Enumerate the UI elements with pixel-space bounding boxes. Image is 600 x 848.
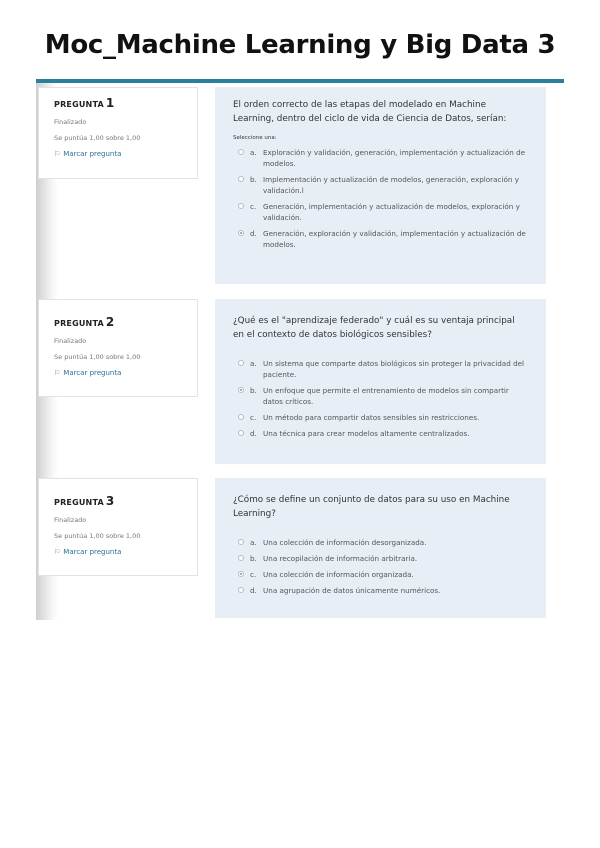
flag-icon: ⚐ [54,548,61,556]
question-number [54,494,197,508]
option-letter: b. [250,386,257,395]
option-letter: a. [250,359,257,368]
header-bar [36,79,564,83]
radio-button[interactable] [238,149,244,155]
option-letter: c. [250,570,257,579]
option-text: Exploración y validación, generación, implementación y actualización de modelos. [263,148,526,168]
option-letter: a. [250,538,257,547]
question-info [38,478,198,576]
select-one-prompt: Seleccione una: [233,135,277,141]
answer-option[interactable] [233,174,528,196]
radio-button[interactable] [238,360,244,366]
question-label: PREGUNTA [54,100,104,109]
flag-question-label[interactable]: Marcar pregunta [63,150,122,158]
flag-icon: ⚐ [54,369,61,377]
option-text: Un método para compartir datos sensibles sin restricciones. [263,413,480,422]
answer-options [233,358,528,439]
option-text: Generación, exploración y validación, implementación y actualización de modelos. [263,229,526,249]
option-text: Una técnica para crear modelos altamente centralizados. [263,429,470,438]
option-text: Una colección de información desorganizada. [263,538,427,547]
option-letter: b. [250,554,257,563]
flag-icon: ⚐ [54,150,61,158]
question-status: Finalizado [54,516,87,524]
option-text: Implementación y actualización de modelos, generación, exploración y validación.l [263,175,519,195]
answer-option[interactable] [233,428,528,439]
radio-button[interactable] [238,539,244,545]
question-content [215,299,546,464]
radio-button[interactable] [238,414,244,420]
question-text: ¿Qué es el "aprendizaje federado" y cuál es su ventaja principal en el contexto de datos biológicos sensibles? [233,316,515,340]
radio-button[interactable] [238,555,244,561]
option-text: Una recopilación de información arbitraria. [263,554,418,563]
radio-button[interactable] [238,176,244,182]
option-letter: d. [250,429,257,438]
question-number [54,315,197,329]
answer-options [233,147,528,250]
question-number-value: 3 [105,494,115,508]
question-status: Finalizado [54,118,87,126]
answer-option[interactable] [233,228,528,250]
answer-option[interactable] [233,569,528,580]
question-number [54,96,197,110]
question-number-value: 2 [105,315,115,329]
option-text: Una colección de información organizada. [263,570,414,579]
question-label: PREGUNTA [54,319,104,328]
radio-button-selected[interactable] [238,230,244,236]
question-number-value: 1 [105,96,115,110]
answer-option[interactable] [233,412,528,423]
option-letter: c. [250,202,257,211]
flag-question-label[interactable]: Marcar pregunta [63,548,122,556]
radio-button-selected[interactable] [238,571,244,577]
radio-button[interactable] [238,203,244,209]
question-score: Se puntúa 1,00 sobre 1,00 [54,532,141,540]
answer-option[interactable] [233,553,528,564]
answer-option[interactable] [233,385,528,407]
question-info [38,87,198,179]
option-letter: c. [250,413,257,422]
radio-button[interactable] [238,430,244,436]
question-score: Se puntúa 1,00 sobre 1,00 [54,134,141,142]
radio-button[interactable] [238,587,244,593]
question-text: El orden correcto de las etapas del modelado en Machine Learning, dentro del ciclo de vida de Ciencia de Datos, serían: [233,100,507,124]
option-letter: a. [250,148,257,157]
question-content [215,87,546,284]
flag-question-link[interactable] [54,369,197,377]
answer-option[interactable] [233,585,528,596]
question-status: Finalizado [54,337,87,345]
option-letter: d. [250,229,257,238]
answer-options [233,537,528,596]
flag-question-link[interactable] [54,548,197,556]
question-text: ¿Cómo se define un conjunto de datos para su uso en Machine Learning? [233,495,510,519]
question-label: PREGUNTA [54,498,104,507]
answer-option[interactable] [233,201,528,223]
flag-question-label[interactable]: Marcar pregunta [63,369,122,377]
question-content [215,478,546,618]
option-letter: d. [250,586,257,595]
option-text: Un enfoque que permite el entrenamiento de modelos sin compartir datos críticos. [263,386,509,406]
flag-question-link[interactable] [54,150,197,158]
answer-option[interactable] [233,537,528,548]
option-letter: b. [250,175,257,184]
option-text: Una agrupación de datos únicamente numéricos. [263,586,441,595]
option-text: Generación, implementación y actualización de modelos, exploración y validación. [263,202,520,222]
option-text: Un sistema que comparte datos biológicos sin proteger la privacidad del paciente. [263,359,525,379]
question-score: Se puntúa 1,00 sobre 1,00 [54,353,141,361]
radio-button-selected[interactable] [238,387,244,393]
answer-option[interactable] [233,147,528,169]
question-info [38,299,198,397]
page-title: Moc_Machine Learning y Big Data 3 [44,30,556,60]
answer-option[interactable] [233,358,528,380]
